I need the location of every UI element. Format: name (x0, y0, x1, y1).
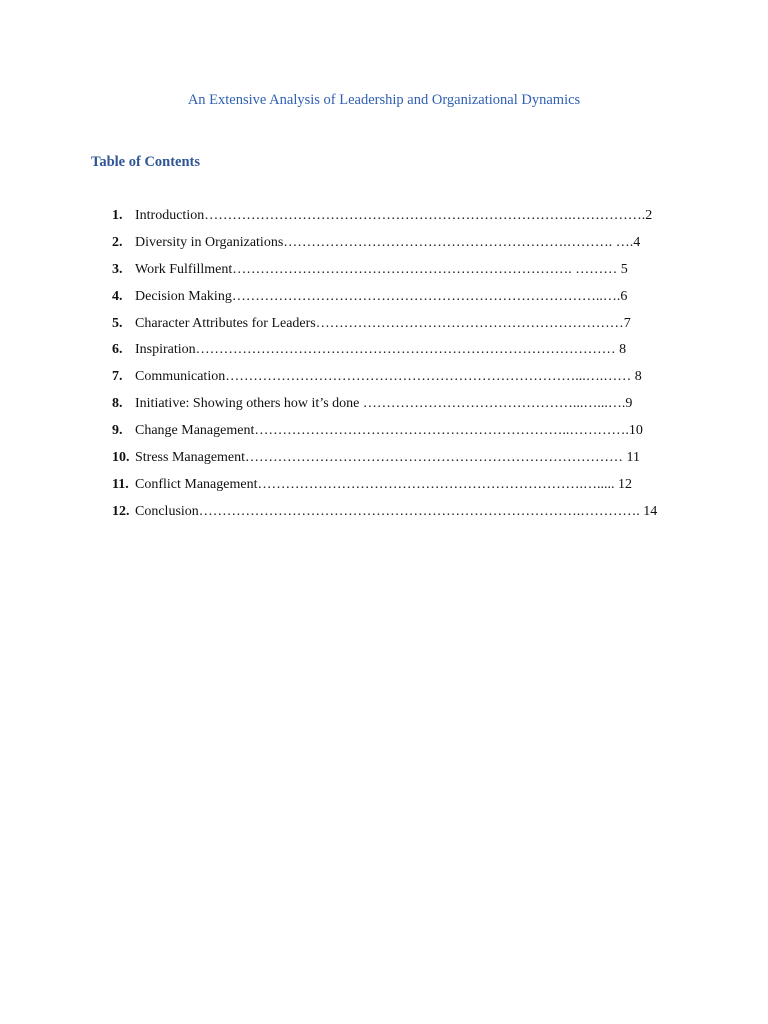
toc-entry-text: Change Management…………………………………………………………..………….10 (135, 423, 643, 439)
toc-entry-number: 5. (112, 315, 123, 331)
document-title: An Extensive Analysis of Leadership and Organizational Dynamics (187, 92, 581, 108)
toc-entry-text: Inspiration……………………………………………………………………………… 8 (135, 342, 627, 358)
toc-entry-text: Introduction…………………………………………………………………….…………….2 (135, 208, 653, 223)
toc-entry (0, 367, 768, 394)
toc-entry-text: Conflict Management…………………………………………………………….…..... 12 (135, 476, 632, 492)
toc-entry (0, 233, 768, 260)
toc-heading: Table of Contents (91, 154, 201, 170)
toc-entry-number: 8. (112, 396, 123, 412)
toc-entry-number: 10. (112, 450, 130, 466)
toc-entry-text: Decision Making……………………………………………………………………..….6 (135, 288, 628, 304)
toc-entry-number: 2. (112, 234, 123, 250)
toc-list (0, 206, 768, 529)
toc-entry-number: 4. (112, 288, 123, 304)
toc-entry (0, 448, 768, 475)
toc-entry-text: Character Attributes for Leaders…………………………………………………………7 (135, 315, 631, 331)
toc-entry-text: Initiative: Showing others how it’s done ………………………………………...…...….9 (135, 396, 633, 412)
toc-entry (0, 260, 768, 287)
toc-entry-number: 3. (112, 261, 123, 277)
toc-entry-text: Diversity in Organizations…………………………………………………….………. ….4 (135, 234, 641, 250)
toc-entry (0, 502, 768, 529)
toc-entry (0, 314, 768, 341)
toc-entry (0, 287, 768, 314)
toc-entry (0, 475, 768, 502)
toc-entry (0, 394, 768, 421)
toc-entry-text: Conclusion……………………………………………………………………….…………. 14 (135, 503, 658, 519)
toc-entry-number: 9. (112, 423, 123, 439)
toc-entry-number: 6. (112, 342, 123, 358)
toc-entry (0, 340, 768, 367)
toc-entry-text: Communication…………………………………………………………………...….…… 8 (135, 369, 642, 385)
toc-entry (0, 421, 768, 448)
toc-entry (0, 206, 768, 233)
toc-entry-text: Work Fulfillment………………………………………………………………. ……… 5 (135, 261, 628, 277)
toc-entry-number: 11. (112, 476, 129, 492)
toc-entry-number: 1. (112, 208, 123, 223)
toc-entry-text: Stress Management……………………………………………………………………… 11 (135, 450, 641, 466)
toc-entry-number: 12. (112, 503, 130, 519)
toc-entry-number: 7. (112, 369, 123, 385)
